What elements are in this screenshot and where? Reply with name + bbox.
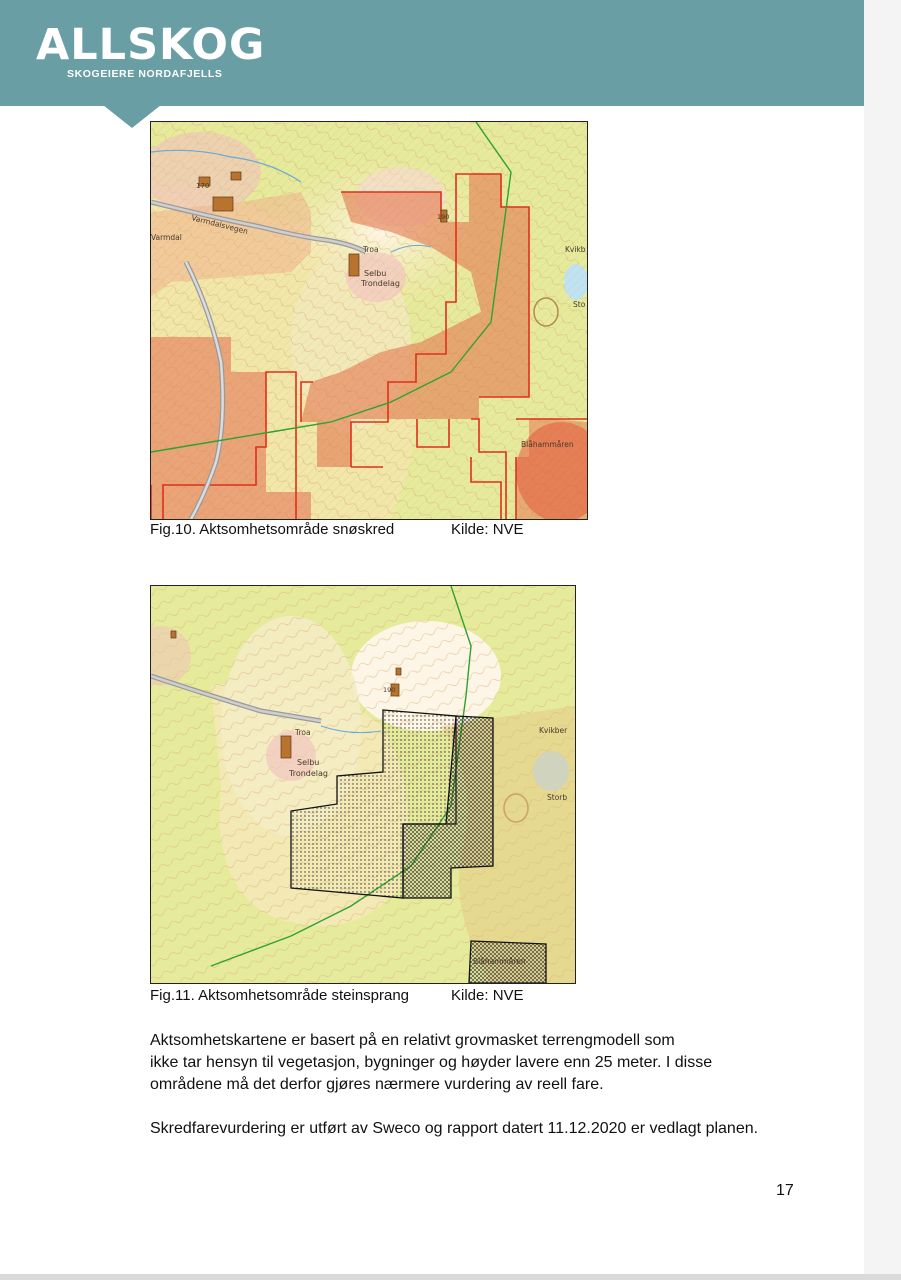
avalanche-hazard-map: [150, 121, 588, 520]
building-label-1: Selbu: [297, 758, 320, 767]
caption-text: Fig.11. Aktsomhetsområde steinsprang: [150, 987, 410, 1004]
building-label-2: Trondelag: [361, 279, 400, 288]
figure-caption: [150, 987, 524, 1004]
place-label-blaham: Blåhammåren: [521, 440, 574, 449]
place-label-sto: Storb: [547, 793, 568, 802]
place-label-kvik: Kvikb: [565, 245, 586, 254]
caption-text: Fig.10. Aktsomhetsområde snøskred: [150, 521, 395, 538]
page-edge-bottom: [0, 1274, 901, 1280]
rockfall-map-graphic: [151, 586, 575, 983]
building-label-1: Selbu: [364, 269, 387, 278]
place-label-sto: Sto: [573, 300, 586, 309]
place-label-troa: Troa: [295, 728, 311, 737]
place-label-blaham: Blåhammåren: [473, 957, 526, 966]
paragraph: [150, 1030, 800, 1096]
page-number: 17: [776, 1182, 794, 1199]
elevation-label-b: 190: [437, 213, 450, 221]
caption-source: Kilde: NVE: [451, 987, 524, 1004]
building-label-2: Trondelag: [289, 769, 328, 778]
paragraph-line: Aktsomhetskartene er basert på en relativt grovmasket terrengmodell som: [150, 1032, 675, 1049]
avalanche-map-graphic: [151, 122, 587, 519]
logo: [36, 22, 265, 80]
logo-title: ALLSKOG: [36, 20, 266, 70]
logo-subtitle: SKOGEIERE NORDAFJELLS: [67, 68, 223, 80]
place-label-troa: Troa: [363, 245, 379, 254]
paragraph-line: ikke tar hensyn til vegetasjon, bygninger og høyder lavere enn 25 meter. I disse: [150, 1054, 713, 1071]
rockfall-hazard-map: [150, 585, 576, 984]
elevation-label-b: 190: [383, 686, 396, 694]
place-label: Varmdal: [151, 233, 182, 242]
page-edge: [864, 0, 901, 1280]
place-label-kvik: Kvikber: [539, 726, 568, 735]
figure-caption: [150, 521, 524, 538]
paragraph-line: områdene må det derfor gjøres nærmere vurdering av reell fare.: [150, 1076, 604, 1093]
elevation-label: 170: [196, 182, 210, 190]
road-label: Varmdalsvegen: [190, 213, 249, 236]
paragraph: Skredfarevurdering er utført av Sweco og rapport datert 11.12.2020 er vedlagt planen.: [150, 1120, 759, 1137]
caption-source: Kilde: NVE: [451, 521, 524, 538]
